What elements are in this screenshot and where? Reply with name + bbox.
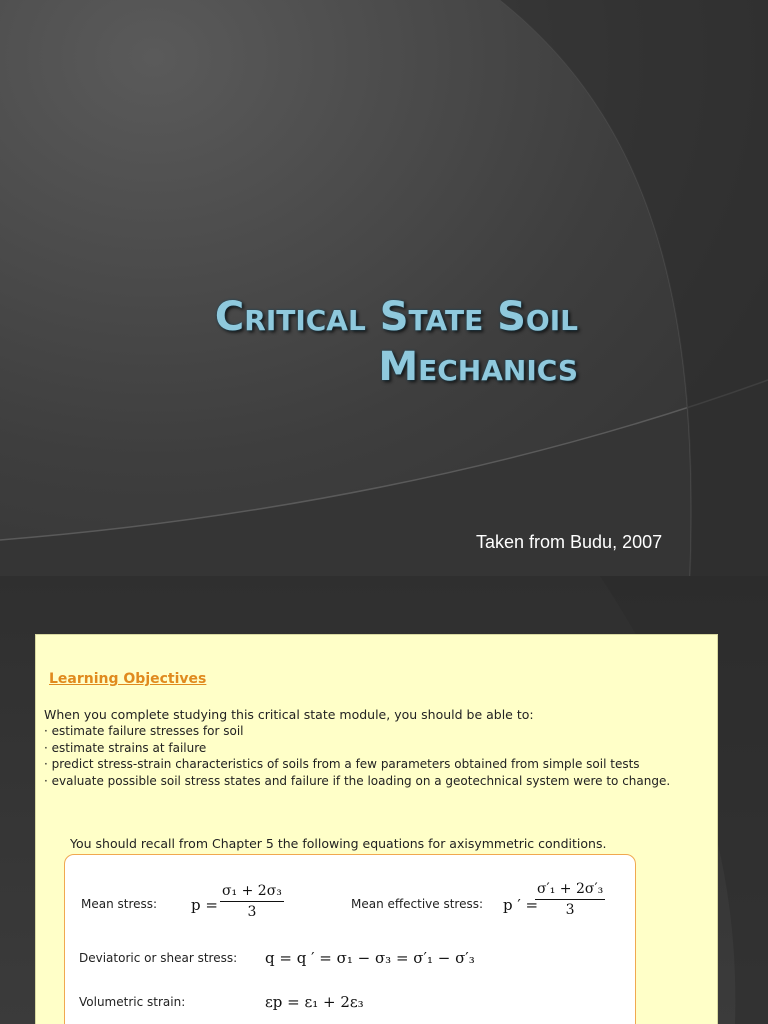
mean-effective-stress-numerator: σ′₁ + 2σ′₃ [535,879,605,900]
title-line-2: Mechanics [378,344,578,390]
objectives-slide [0,576,768,1024]
mean-effective-stress-denominator: 3 [565,902,575,918]
list-item: · predict stress-strain characteristics of soils from a few parameters obtained from simple soil tests [44,757,640,771]
mean-effective-stress-label: Mean effective stress: [351,897,484,911]
learning-objectives-heading: Learning Objectives [49,671,207,687]
mean-effective-stress-lhs: p ′ = [503,896,539,914]
deviatoric-stress-label: Deviatoric or shear stress: [79,951,238,965]
title-line-1: Critical State Soil [214,294,578,340]
learning-objectives-panel [35,634,718,1024]
intro-text: When you complete studying this critical state module, you should be able to: [44,707,534,722]
volumetric-strain-expression: εp = ε₁ + 2ε₃ [265,993,364,1011]
volumetric-strain-label: Volumetric strain: [79,995,186,1009]
mean-stress-fraction [220,881,284,922]
mean-stress-denominator: 3 [247,904,257,920]
slide-title [100,292,578,392]
list-item: · evaluate possible soil stress states and failure if the loading on a geotechnical system were to change. [44,773,671,788]
recall-text: You should recall from Chapter 5 the following equations for axisymmetric conditions. [70,836,607,851]
equations-box [64,854,636,1024]
list-item: · estimate strains at failure [44,740,207,755]
objectives-list [44,723,670,789]
list-item: · estimate failure stresses for soil [44,724,244,738]
mean-stress-numerator: σ₁ + 2σ₃ [220,881,284,902]
mean-effective-stress-fraction [535,879,605,920]
mean-stress-label: Mean stress: [81,897,158,911]
slide-subtitle: Taken from Budu, 2007 [476,532,663,552]
mean-stress-lhs: p = [191,896,218,914]
deviatoric-stress-expression: q = q ′ = σ₁ − σ₃ = σ′₁ − σ′₃ [265,949,475,967]
